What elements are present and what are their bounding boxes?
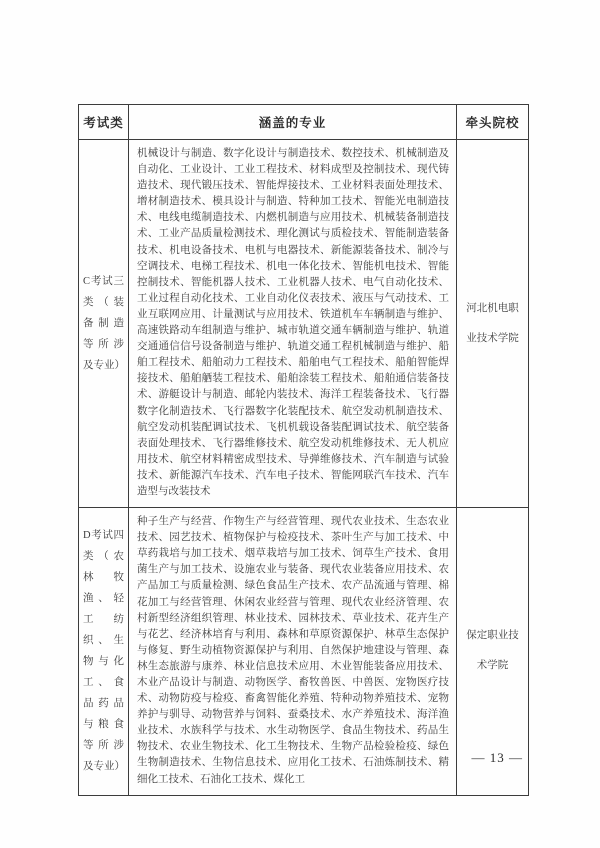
table-row-d-class [79,508,529,796]
header-exam-category: 考试类 [79,105,129,140]
row-c-category: C考试三类（装备制造等所涉及专业） [79,140,129,508]
table-row-c-class [79,140,529,508]
row-d-college: 保定职业技术学院 [457,508,529,796]
header-covered-majors: 涵盖的专业 [129,105,457,140]
row-d-majors: 种子生产与经营、作物生产与经营管理、现代农业技术、生态农业技术、园艺技术、植物保护与检疫技术、茶叶生产与加工技术、中草药栽培与加工技术、烟草栽培与加工技术、饲草生产技术、食用菌生产与加工技术、设施农业与装备、现代农业装备应用技术、农产品加工与质量检测、绿色食品生产技术、农产品流通与管理、棉花加工与经营管理、休闲农业经营与管理、现代农业经济管理、农村新型经济组织管理、林业技术、园林技术、草业技术、花卉生产与花艺、经济林培育与利用、森林和草原资源保护、林草生态保护与修复、野生动植物资源保护与利用、自然保护地建设与管理、森林生态旅游与康养、林业信息技术应用、木业智能装备应用技术、木业产品设计与制造、动物医学、畜牧兽医、中兽医、宠物医疗技术、动物防疫与检疫、畜禽智能化养殖、特种动物养殖技术、宠物养护与驯导、动物营养与饲料、蚕桑技术、水产养殖技术、海洋渔业技术、水族科学与技术、水生动物医学、食品生物技术、药品生物技术、农业生物技术、化工生物技术、生物产品检验检疫、绿色生物制造技术、生物信息技术、应用化工技术、石油炼制技术、精细化工技术、石油化工技术、煤化工 [129,508,457,796]
exam-category-table [78,104,529,796]
header-lead-college: 牵头院校 [457,105,529,140]
row-d-category: D考试四类（农林牧渔、轻工纺织、生物与化工、食品药品与粮食等所涉及专业） [79,508,129,796]
table-header-row [79,105,529,140]
row-c-majors: 机械设计与制造、数字化设计与制造技术、数控技术、机械制造及自动化、工业设计、工业工程技术、材料成型及控制技术、现代铸造技术、现代锻压技术、智能焊接技术、工业材料表面处理技术、增材制造技术、模具设计与制造、特种加工技术、智能光电制造技术、电线电缆制造技术、内燃机制造与应用技术、机械装备制造技术、工业产品质量检测技术、理化测试与质检技术、智能制造装备技术、机电设备技术、电机与电器技术、新能源装备技术、制冷与空调技术、电梯工程技术、机电一体化技术、智能机电技术、智能控制技术、智能机器人技术、工业机器人技术、电气自动化技术、工业过程自动化技术、工业自动化仪表技术、液压与气动技术、工业互联网应用、计量测试与应用技术、铁道机车车辆制造与维护、高速铁路动车组制造与维护、城市轨道交通车辆制造与维护、轨道交通通信信号设备制造与维护、轨道交通工程机械制造与维护、船舶工程技术、船舶动力工程技术、船舶电气工程技术、船舶智能焊接技术、船舶舾装工程技术、船舶涂装工程技术、船舶通信装备技术、游艇设计与制造、邮轮内装技术、海洋工程装备技术、飞行器数字化制造技术、飞行器数字化装配技术、航空发动机制造技术、航空发动机装配调试技术、飞机机载设备装配调试技术、航空装备表面处理技术、飞行器维修技术、航空发动机维修技术、无人机应用技术、航空材料精密成型技术、导弹维修技术、汽车制造与试验技术、新能源汽车技术、汽车电子技术、智能网联汽车技术、汽车造型与改装技术 [129,140,457,508]
page-number: — 13 — [471,750,523,765]
row-c-college: 河北机电职业技术学院 [457,140,529,508]
